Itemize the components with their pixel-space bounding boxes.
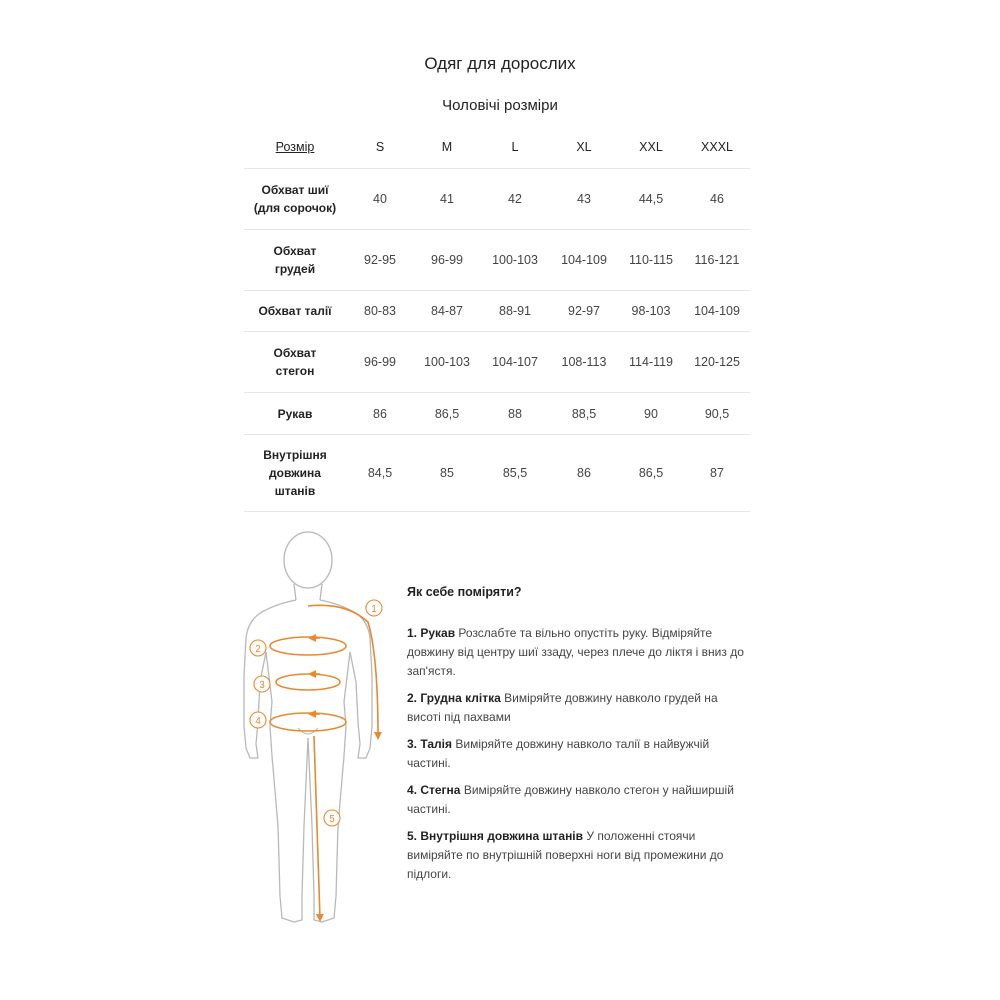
table-cell: 44,5 xyxy=(618,169,684,230)
table-cell: 114-119 xyxy=(618,332,684,393)
size-header-cell: S xyxy=(346,126,414,169)
row-label xyxy=(244,291,346,332)
table-row xyxy=(244,435,750,512)
size-header-cell: XXXL xyxy=(684,126,750,169)
table-cell: 88-91 xyxy=(480,291,550,332)
size-header-label: Розмір xyxy=(244,126,346,169)
marker-label-2: 2 xyxy=(255,644,261,655)
table-cell: 43 xyxy=(550,169,618,230)
table-cell: 84,5 xyxy=(346,435,414,512)
row-label xyxy=(244,435,346,512)
row-label-line: Обхват шиї xyxy=(261,183,329,197)
table-cell: 104-109 xyxy=(550,230,618,291)
row-label-line: довжина xyxy=(269,466,321,480)
table-cell: 80-83 xyxy=(346,291,414,332)
row-label xyxy=(244,393,346,435)
instructions-heading: Як себе поміряти? xyxy=(407,585,522,599)
table-cell: 104-107 xyxy=(480,332,550,393)
size-table xyxy=(244,126,750,512)
marker-label-4: 4 xyxy=(255,716,261,727)
table-cell: 46 xyxy=(684,169,750,230)
instruction-step xyxy=(407,624,752,681)
step-title: 2. Грудна клітка xyxy=(407,691,501,705)
row-label xyxy=(244,332,346,393)
row-label-line: Обхват xyxy=(273,244,317,258)
row-label-line: Обхват талії xyxy=(258,304,332,318)
instruction-step xyxy=(407,735,752,773)
table-row xyxy=(244,169,750,230)
table-cell: 100-103 xyxy=(480,230,550,291)
step-text: Виміряйте довжину навколо стегон у найширшій частині. xyxy=(407,783,734,816)
table-cell: 84-87 xyxy=(414,291,480,332)
marker-label-5: 5 xyxy=(329,814,335,825)
table-cell: 90,5 xyxy=(684,393,750,435)
table-cell: 86 xyxy=(346,393,414,435)
step-text: Розслабте та вільно опустіть руку. Відміряйте довжину від центру шиї ззаду, через плече до ліктя і вниз до зап'ястя. xyxy=(407,626,744,678)
page-subtitle: Чоловічі розміри xyxy=(442,97,558,114)
table-cell: 100-103 xyxy=(414,332,480,393)
table-cell: 98-103 xyxy=(618,291,684,332)
row-label xyxy=(244,230,346,291)
table-cell: 40 xyxy=(346,169,414,230)
measurement-instructions xyxy=(407,583,752,892)
size-header-cell: L xyxy=(480,126,550,169)
table-row xyxy=(244,230,750,291)
size-header-cell: M xyxy=(414,126,480,169)
row-label xyxy=(244,169,346,230)
row-label-line: стегон xyxy=(275,364,315,378)
body-outline xyxy=(244,532,372,922)
table-cell: 108-113 xyxy=(550,332,618,393)
table-cell: 85,5 xyxy=(480,435,550,512)
marker-label-3: 3 xyxy=(259,680,265,691)
body-measurement-figure xyxy=(236,526,406,946)
instruction-step xyxy=(407,827,752,884)
table-cell: 86,5 xyxy=(414,393,480,435)
table-cell: 96-99 xyxy=(346,332,414,393)
table-cell: 110-115 xyxy=(618,230,684,291)
step-title: 1. Рукав xyxy=(407,626,456,640)
table-header-row xyxy=(244,126,750,169)
size-header-cell: XXL xyxy=(618,126,684,169)
row-label-line: штанів xyxy=(274,484,316,498)
table-cell: 42 xyxy=(480,169,550,230)
row-label-line: Обхват xyxy=(273,346,317,360)
step-text: Виміряйте довжину навколо грудей на висоті під пахвами xyxy=(407,691,718,724)
instruction-step xyxy=(407,781,752,819)
table-cell: 41 xyxy=(414,169,480,230)
page-title: Одяг для дорослих xyxy=(424,54,576,73)
table-cell: 90 xyxy=(618,393,684,435)
table-cell: 92-95 xyxy=(346,230,414,291)
table-cell: 104-109 xyxy=(684,291,750,332)
table-cell: 96-99 xyxy=(414,230,480,291)
table-cell: 116-121 xyxy=(684,230,750,291)
step-title: 4. Стегна xyxy=(407,783,461,797)
row-label-line: Внутрішня xyxy=(263,448,327,462)
table-row xyxy=(244,291,750,332)
step-text: Виміряйте довжину навколо талії в найвужчій частині. xyxy=(407,737,710,770)
row-label-line: Рукав xyxy=(277,406,313,421)
table-cell: 86,5 xyxy=(618,435,684,512)
table-row xyxy=(244,332,750,393)
size-header-cell: XL xyxy=(550,126,618,169)
measurement-lines xyxy=(270,605,378,918)
table-cell: 86 xyxy=(550,435,618,512)
marker-label-1: 1 xyxy=(371,604,377,615)
table-cell: 87 xyxy=(684,435,750,512)
step-title: 5. Внутрішня довжина штанів xyxy=(407,829,584,843)
table-cell: 88,5 xyxy=(550,393,618,435)
table-row xyxy=(244,393,750,435)
instruction-step xyxy=(407,689,752,727)
table-cell: 85 xyxy=(414,435,480,512)
table-cell: 120-125 xyxy=(684,332,750,393)
row-label-line: грудей xyxy=(274,262,316,276)
step-text: У положенні стоячи виміряйте по внутрішній поверхні ноги від промежини до підлоги. xyxy=(407,829,724,881)
table-cell: 88 xyxy=(480,393,550,435)
step-title: 3. Талія xyxy=(407,737,453,751)
row-label-line: (для сорочок) xyxy=(253,201,337,215)
table-cell: 92-97 xyxy=(550,291,618,332)
